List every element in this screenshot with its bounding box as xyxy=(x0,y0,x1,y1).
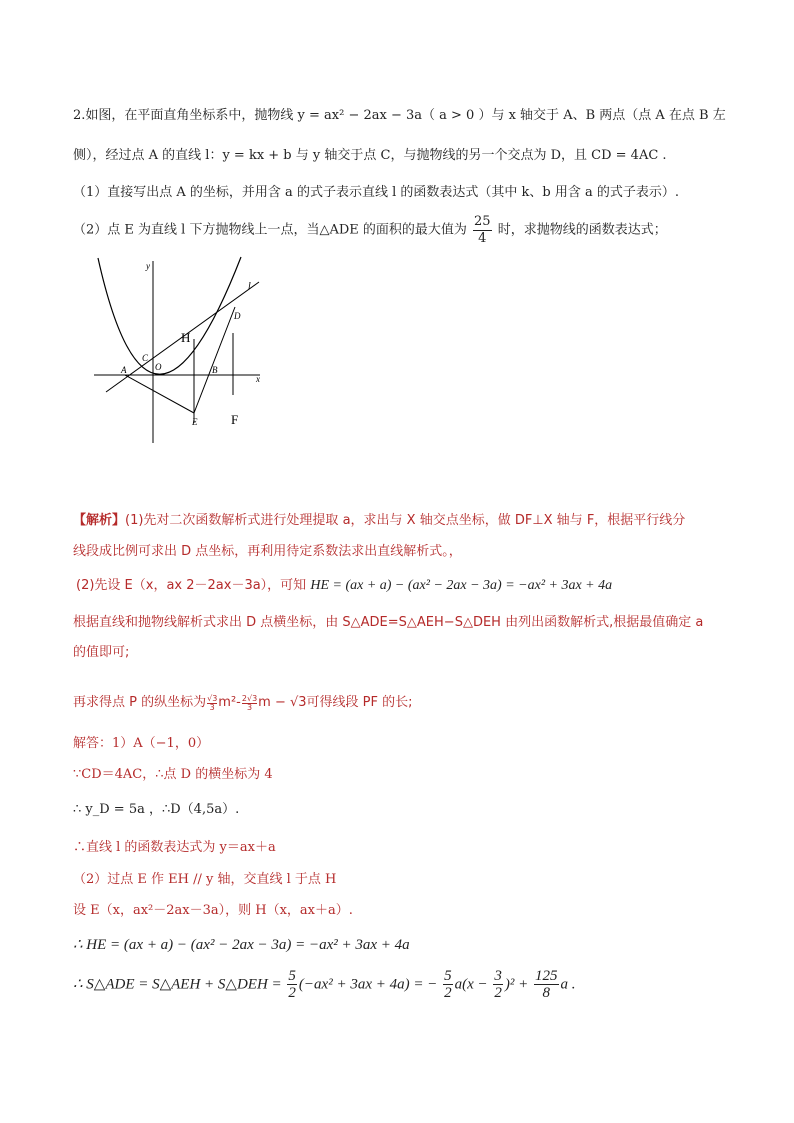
small-fraction-num: √3 xyxy=(207,693,218,703)
solution-line-5: （2）过点 E 作 EH // y 轴，交直线 l 于点 H xyxy=(73,872,337,887)
analysis-text-4: m²- xyxy=(218,695,241,710)
fraction-denominator: 4 xyxy=(478,231,487,246)
solution-line-4: ∴直线 l 的函数表达式为 y＝ax＋a xyxy=(73,840,276,855)
problem-line-2: 侧），经过点 A 的直线 l：y = kx + b 与 y 轴交于点 C，与抛物线的另一个交点为 D，且 CD = 4AC . xyxy=(73,148,667,163)
frac-3-2 xyxy=(493,968,503,1001)
he-formula: HE = (ax + a) − (ax² − 2ax − 3a) = −ax² + 3ax + 4a xyxy=(310,578,613,593)
solution-line-1: 解答：1）A（−1，0） xyxy=(73,736,210,751)
analysis-line-5: 的值即可; xyxy=(73,645,130,660)
frac-5-2-b xyxy=(443,968,453,1001)
question-2-text-end: 时，求抛物线的函数表达式； xyxy=(497,222,667,238)
small-fraction-num: 2√3 xyxy=(241,693,258,703)
analysis-text-2: (2)先设 E（x，ax 2－2ax－3a），可知 xyxy=(76,578,307,593)
label-f: F xyxy=(231,412,239,427)
segment-ed xyxy=(194,307,235,413)
label-a: A xyxy=(121,365,127,375)
small-fraction-1 xyxy=(207,695,217,712)
area-expr-b: (−ax² + 3ax + 4a) = − xyxy=(298,976,438,993)
small-fraction-den: 3 xyxy=(209,702,215,712)
question-2-fraction xyxy=(473,214,492,247)
question-1: （1）直接写出点 A 的坐标，并用含 a 的式子表示直线 l 的函数表达式（其中 k、b 用含 a 的式子表示）. xyxy=(73,185,679,200)
problem-line-1: 2.如图，在平面直角坐标系中，抛物线 y = ax² − 2ax − 3a（ a > 0 ）与 x 轴交于 A、B 两点（点 A 在点 B 左 xyxy=(73,108,726,123)
fraction-denominator: 2 xyxy=(288,985,296,1001)
fraction-denominator: 2 xyxy=(444,985,452,1001)
parabola-figure xyxy=(88,255,273,445)
area-expr-e: a . xyxy=(560,976,576,993)
solution-line-6: 设 E（x，ax²－2ax－3a），则 H（x，ax＋a）. xyxy=(73,903,353,918)
analysis-text-5: m − √3可得线段 PF 的长; xyxy=(258,695,413,710)
fraction-numerator: 25 xyxy=(474,214,491,229)
small-fraction-2 xyxy=(242,695,257,712)
area-expr-d: )² + xyxy=(504,976,529,993)
label-d: D xyxy=(234,311,241,321)
fraction-denominator: 8 xyxy=(542,985,550,1001)
label-l: l xyxy=(248,281,251,292)
fraction-numerator: 3 xyxy=(494,968,502,984)
fraction-numerator: 125 xyxy=(535,968,558,984)
analysis-line-6 xyxy=(73,694,413,718)
small-fraction-den: 3 xyxy=(246,702,253,712)
analysis-line-1 xyxy=(73,512,685,530)
label-x: x xyxy=(256,374,260,384)
solution-line-3: ∴ y_D = 5a ，∴D（4,5a）. xyxy=(73,802,240,817)
fraction-numerator: 5 xyxy=(444,968,452,984)
analysis-line-4: 根据直线和抛物线解析式求出 D 点横坐标，由 S△ADE=S△AEH−S△DEH 由列出函数解析式,根据最值确定 a xyxy=(73,615,704,630)
label-y: y xyxy=(146,261,150,271)
frac-5-2 xyxy=(287,968,297,1001)
question-2-text: （2）点 E 为直线 l 下方抛物线上一点，当△ADE 的面积的最大值为 xyxy=(73,222,467,238)
label-e: E xyxy=(192,417,198,427)
solution-line-8 xyxy=(73,968,576,1008)
analysis-tag: 【解析】 xyxy=(73,513,126,528)
area-expr-c: a(x − xyxy=(454,976,488,993)
area-expr-a: ∴ S△ADE = S△AEH + S△DEH = xyxy=(73,976,282,993)
fraction-denominator: 2 xyxy=(494,985,502,1001)
analysis-line-2: 线段成比例可求出 D 点坐标，再利用待定系数法求出直线解析式。， xyxy=(73,544,462,559)
analysis-line-3 xyxy=(76,577,612,595)
label-o: O xyxy=(155,362,162,372)
label-b: B xyxy=(212,365,218,375)
analysis-text-3: 再求得点 P 的纵坐标为 xyxy=(73,695,207,710)
solution-line-2: ∵CD＝4AC，∴点 D 的横坐标为 4 xyxy=(73,767,273,782)
frac-125-8 xyxy=(534,968,559,1001)
segment-ae xyxy=(125,375,194,413)
solution-line-7: ∴ HE = (ax + a) − (ax² − 2ax − 3a) = −ax² + 3ax + 4a xyxy=(73,937,410,953)
parabola-curve xyxy=(98,257,241,374)
label-h: H xyxy=(181,330,191,345)
question-2 xyxy=(73,214,667,254)
label-c: C xyxy=(142,353,149,363)
analysis-text-1: (1)先对二次函数解析式进行处理提取 a，求出与 X 轴交点坐标，做 DF⊥X 轴与 F，根据平行线分 xyxy=(125,513,686,528)
fraction-numerator: 5 xyxy=(288,968,296,984)
